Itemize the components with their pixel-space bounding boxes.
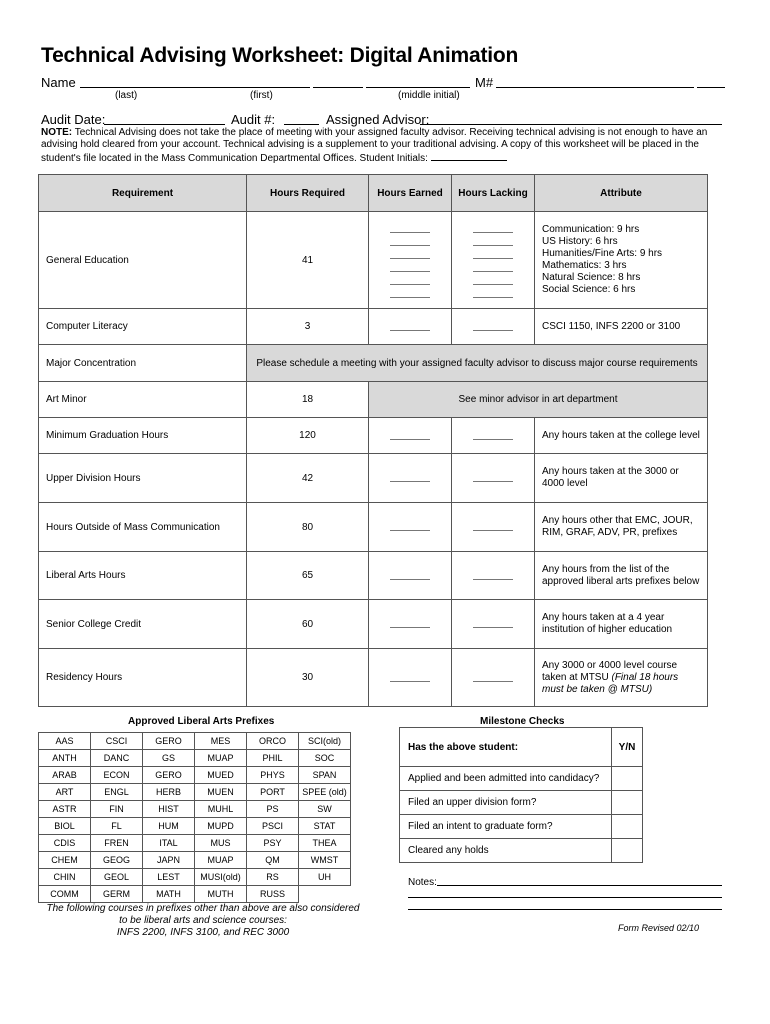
milestone-question: Applied and been admitted into candidacy? [400, 767, 612, 791]
prefix-cell: LEST [143, 869, 195, 886]
hours-lacking-field[interactable] [473, 471, 513, 482]
hours-required: 18 [247, 382, 369, 418]
prefix-cell: WMST [299, 852, 351, 869]
prefixes-note-line: The following courses in prefixes other than above are also considered [46, 903, 360, 914]
header-hours-required: Hours Required [247, 175, 369, 212]
hours-required: 41 [247, 212, 369, 309]
hours-earned-field[interactable] [390, 222, 430, 233]
prefix-row [39, 835, 351, 852]
prefix-cell: PHIL [247, 750, 299, 767]
attribute-line: Mathematics: 3 hrs [542, 260, 627, 271]
hours-lacking-field[interactable] [473, 287, 513, 298]
attribute-line: Social Science: 6 hrs [542, 284, 636, 295]
prefix-cell: AAS [39, 733, 91, 750]
table-header-row [39, 175, 708, 212]
milestone-row [400, 839, 643, 863]
prefix-cell: GS [143, 750, 195, 767]
prefix-cell: PSY [247, 835, 299, 852]
attribute-italic: must be taken @ MTSU) [542, 683, 653, 695]
hours-earned-field[interactable] [390, 235, 430, 246]
name-label: Name [41, 75, 76, 90]
prefix-cell: FL [91, 818, 143, 835]
prefix-cell: RS [247, 869, 299, 886]
audit-date-field[interactable] [104, 124, 225, 125]
prefix-cell: CHIN [39, 869, 91, 886]
prefix-row [39, 869, 351, 886]
requirement-name: Upper Division Hours [39, 454, 247, 503]
table-row [39, 418, 708, 454]
header-requirement: Requirement [39, 175, 247, 212]
prefix-cell: SOC [299, 750, 351, 767]
table-row [39, 649, 708, 707]
prefix-cell: MUHL [195, 801, 247, 818]
requirement-name: Residency Hours [39, 649, 247, 707]
prefix-cell: ENGL [91, 784, 143, 801]
prefix-cell: SW [299, 801, 351, 818]
note-line-1: Technical Advising does not take the place of meeting with your assigned faculty advisor. Receiving technical advising is not enough to have an [74, 127, 708, 138]
prefixes-note-line: INFS 2200, INFS 3100, and REC 3000 [116, 927, 290, 938]
audit-number-field[interactable] [284, 124, 319, 125]
prefix-cell: PS [247, 801, 299, 818]
attribute-line: approved liberal arts prefixes below [542, 575, 700, 587]
prefix-row [39, 767, 351, 784]
middle-caption: (middle initial) [398, 90, 460, 101]
prefix-cell: ECON [91, 767, 143, 784]
table-row [39, 382, 708, 418]
attribute-line: 4000 level [542, 478, 588, 489]
prefix-row [39, 801, 351, 818]
requirement-name: Hours Outside of Mass Communication [39, 503, 247, 552]
hours-lacking-field[interactable] [473, 320, 513, 331]
prefix-cell [299, 886, 351, 903]
prefix-cell: MUS [195, 835, 247, 852]
note-label: NOTE: [41, 127, 73, 138]
attribute-line: Any hours from the list of the [542, 563, 670, 575]
first-caption: (first) [250, 90, 273, 101]
attribute [535, 212, 708, 309]
last-caption: (last) [115, 90, 138, 101]
hours-lacking-field[interactable] [473, 261, 513, 272]
prefix-cell: RUSS [247, 886, 299, 903]
prefix-row [39, 818, 351, 835]
prefixes-table [38, 732, 351, 903]
hours-earned-field[interactable] [390, 520, 430, 531]
prefix-cell: MUSI(old) [195, 869, 247, 886]
notes-field-line-1[interactable] [437, 885, 722, 886]
note-line-2: advising hold cleared from your account. Technical advising is a supplement to your traditional advising. A copy of this worksheet will be placed in the [41, 139, 699, 150]
attribute-line: RIM, GRAF, ADV, PR, prefixes [542, 527, 678, 538]
note-block [41, 127, 731, 165]
attribute-italic: (Final 18 hours [611, 671, 679, 683]
attribute: Any hours taken at the college level [535, 418, 708, 454]
student-initials-field[interactable] [431, 151, 507, 161]
requirement-name: Minimum Graduation Hours [39, 418, 247, 454]
notes-field-line-2[interactable] [408, 897, 722, 898]
prefix-row [39, 886, 351, 903]
hours-required: 65 [247, 552, 369, 600]
milestone-question-header: Has the above student: [400, 728, 612, 767]
hours-required: 60 [247, 600, 369, 649]
header-hours-lacking: Hours Lacking [452, 175, 535, 212]
major-note: Please schedule a meeting with your assigned faculty advisor to discuss major course requirements [247, 345, 708, 382]
milestone-row [400, 815, 643, 839]
prefix-cell: SPEE (old) [299, 784, 351, 801]
attribute: CSCI 1150, INFS 2200 or 3100 [535, 309, 708, 345]
prefix-cell: HERB [143, 784, 195, 801]
prefix-cell: MATH [143, 886, 195, 903]
attribute-line: Natural Science: 8 hrs [542, 272, 641, 283]
milestones-title: Milestone Checks [480, 716, 565, 727]
hours-earned-field[interactable] [390, 569, 430, 580]
attribute [535, 600, 708, 649]
name-first-field[interactable] [313, 87, 363, 88]
form-revision: Form Revised 02/10 [618, 923, 700, 933]
prefix-cell: MUED [195, 767, 247, 784]
attribute-line: Any 3000 or 4000 level course [542, 659, 678, 671]
m-number-field-end[interactable] [697, 87, 725, 88]
prefix-row [39, 750, 351, 767]
prefix-cell: MUPD [195, 818, 247, 835]
prefix-cell: DANC [91, 750, 143, 767]
prefix-cell: HUM [143, 818, 195, 835]
prefix-cell: FREN [91, 835, 143, 852]
prefix-cell: JAPN [143, 852, 195, 869]
hours-required: 3 [247, 309, 369, 345]
attribute-line: Any hours taken at the 3000 or [542, 466, 679, 477]
page-title: Technical Advising Worksheet: Digital Animation [41, 44, 519, 67]
milestone-question: Cleared any holds [400, 839, 612, 863]
prefix-cell: COMM [39, 886, 91, 903]
audit-date-label: Audit Date: [41, 112, 106, 127]
prefix-cell: ORCO [247, 733, 299, 750]
prefix-cell: GERM [91, 886, 143, 903]
prefix-row [39, 733, 351, 750]
prefix-cell: CSCI [91, 733, 143, 750]
attribute-line: US History: 6 hrs [542, 236, 618, 247]
assigned-advisor-label: Assigned Advisor: [326, 112, 430, 127]
milestone-row [400, 767, 643, 791]
name-middle-field[interactable] [366, 87, 470, 88]
prefix-cell: PORT [247, 784, 299, 801]
header-attribute: Attribute [535, 175, 708, 212]
note-line-3: student's file located in the Mass Communication Departmental Offices. Student Initials: [41, 153, 428, 164]
hours-lacking-field[interactable] [473, 617, 513, 628]
prefix-row [39, 852, 351, 869]
prefix-cell: GERO [143, 733, 195, 750]
hours-earned-field[interactable] [390, 274, 430, 285]
table-row [39, 345, 708, 382]
prefix-cell: SCI(old) [299, 733, 351, 750]
prefix-cell: ART [39, 784, 91, 801]
m-number-label: M# [475, 75, 494, 90]
prefix-cell: ASTR [39, 801, 91, 818]
attribute-line: Humanities/Fine Arts: 9 hrs [542, 248, 663, 259]
hours-earned-field[interactable] [390, 471, 430, 482]
requirement-name: Liberal Arts Hours [39, 552, 247, 600]
attribute [535, 503, 708, 552]
prefix-cell: PHYS [247, 767, 299, 784]
prefix-row [39, 784, 351, 801]
prefix-cell: GEOL [91, 869, 143, 886]
hours-lacking-field[interactable] [473, 520, 513, 531]
hours-required: 42 [247, 454, 369, 503]
prefix-cell: CDIS [39, 835, 91, 852]
prefix-cell: MUEN [195, 784, 247, 801]
hours-lacking-field[interactable] [473, 274, 513, 285]
attribute-line: Communication: 9 hrs [542, 224, 640, 235]
milestones-table [399, 727, 643, 863]
hours-earned-field[interactable] [390, 261, 430, 272]
hours-earned-field[interactable] [390, 287, 430, 298]
prefix-cell: ARAB [39, 767, 91, 784]
table-row [39, 212, 708, 309]
hours-lacking-field[interactable] [473, 222, 513, 233]
milestone-answer-field[interactable] [612, 791, 643, 815]
attribute [535, 552, 708, 600]
attribute-line: institution of higher education [542, 624, 673, 635]
prefix-cell: UH [299, 869, 351, 886]
table-row [39, 503, 708, 552]
hours-lacking-field[interactable] [473, 671, 513, 682]
prefix-cell: ANTH [39, 750, 91, 767]
milestone-answer-header: Y/N [612, 728, 643, 767]
prefix-cell: MES [195, 733, 247, 750]
milestone-question: Filed an intent to graduate form? [400, 815, 612, 839]
hours-earned-cell [369, 212, 452, 309]
hours-earned-field[interactable] [390, 429, 430, 440]
prefix-cell: MUAP [195, 750, 247, 767]
header-hours-earned: Hours Earned [369, 175, 452, 212]
hours-lacking-field[interactable] [473, 248, 513, 259]
requirement-name: Computer Literacy [39, 309, 247, 345]
audit-number-label: Audit #: [231, 112, 276, 127]
hours-lacking-field[interactable] [473, 569, 513, 580]
hours-lacking-field[interactable] [473, 235, 513, 246]
notes-label: Notes: [408, 877, 437, 888]
prefix-cell: BIOL [39, 818, 91, 835]
hours-required: 30 [247, 649, 369, 707]
attribute-line [542, 672, 707, 684]
requirement-name: Art Minor [39, 382, 247, 418]
prefixes-note-line: to be liberal arts and science courses: [119, 915, 287, 926]
attribute [535, 454, 708, 503]
table-row [39, 309, 708, 345]
requirement-name: Major Concentration [39, 345, 247, 382]
notes-field-line-3[interactable] [408, 909, 722, 910]
prefix-cell: MUAP [195, 852, 247, 869]
milestone-row [400, 791, 643, 815]
milestone-question: Filed an upper division form? [400, 791, 612, 815]
prefix-cell: GERO [143, 767, 195, 784]
hours-required: 80 [247, 503, 369, 552]
prefix-cell: PSCI [247, 818, 299, 835]
prefix-cell: ITAL [143, 835, 195, 852]
prefix-cell: SPAN [299, 767, 351, 784]
requirement-name: Senior College Credit [39, 600, 247, 649]
prefix-cell: THEA [299, 835, 351, 852]
hours-required: 120 [247, 418, 369, 454]
prefix-cell: CHEM [39, 852, 91, 869]
milestone-header-row [400, 728, 643, 767]
hours-earned-field[interactable] [390, 617, 430, 628]
table-row [39, 454, 708, 503]
milestone-answer-field[interactable] [612, 767, 643, 791]
hours-earned-field[interactable] [390, 320, 430, 331]
attribute [535, 649, 708, 707]
milestone-answer-field[interactable] [612, 839, 643, 863]
prefix-cell: GEOG [91, 852, 143, 869]
requirements-table [38, 174, 708, 707]
requirement-name: General Education [39, 212, 247, 309]
prefixes-title: Approved Liberal Arts Prefixes [128, 716, 275, 727]
table-row [39, 600, 708, 649]
hours-lacking-cell [452, 212, 535, 309]
art-minor-note: See minor advisor in art department [369, 382, 708, 418]
hours-lacking-field[interactable] [473, 429, 513, 440]
prefix-cell: STAT [299, 818, 351, 835]
prefix-cell: FIN [91, 801, 143, 818]
prefix-cell: QM [247, 852, 299, 869]
prefix-cell: MUTH [195, 886, 247, 903]
m-number-field[interactable] [496, 87, 694, 88]
hours-earned-field[interactable] [390, 671, 430, 682]
attribute-line: Any hours taken at a 4 year [542, 612, 665, 623]
hours-earned-field[interactable] [390, 248, 430, 259]
table-row [39, 552, 708, 600]
prefixes-note [38, 903, 368, 939]
milestone-answer-field[interactable] [612, 815, 643, 839]
name-last-field[interactable] [80, 87, 310, 88]
assigned-advisor-field[interactable] [420, 124, 722, 125]
prefix-cell: HIST [143, 801, 195, 818]
attribute-line: Any hours other that EMC, JOUR, [542, 515, 693, 526]
attribute-text: taken at MTSU [542, 671, 609, 683]
